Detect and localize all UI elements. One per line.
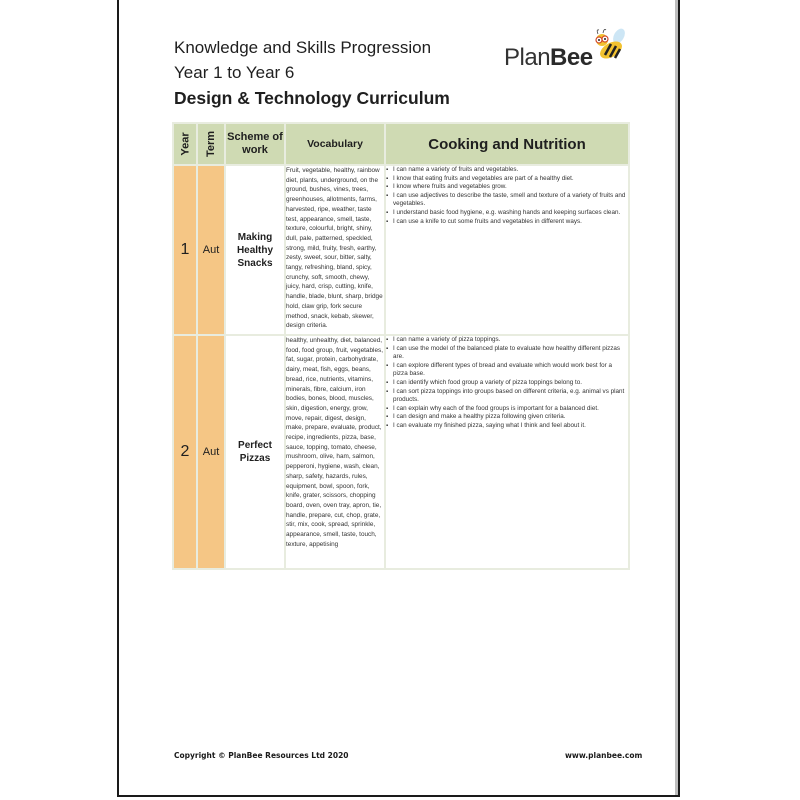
- outcome-item: ▪ I can design and make a healthy pizza following given criteria.: [386, 413, 628, 422]
- cell-vocabulary: healthy, unhealthy, diet, balanced, food, food group, fruit, vegetables, fat, sugar, protein, carbohydrate, dairy, meat, fish, eggs, beans, bread, rice, nutrients, vitamins, minerals, fibre, calcium, iron bodies, bones, blood, muscles, skin, digestion, energy, grow, move, repair, digest, design, make, prepare, evaluate, product, recipe, ingredients, pizza, base, sauce, topping, tomato, cheese, mushroom, olive, ham, salmon, pepperoni, hygiene, wash, clean, sharp, safety, hazards, rules, equipment, bowl, spoon, fork, knife, grater, scissors, chopping board, oven, oven tray, apron, tie, handle, prepare, cut, chop, grate, stir, mix, cook, spread, sprinkle, appearance, smell, taste, touch, texture, appetising: [285, 335, 385, 569]
- outcome-item: ▪ I can identify which food group a variety of pizza toppings belong to.: [386, 379, 628, 388]
- doc-title-line3: Design & Technology Curriculum: [174, 88, 450, 108]
- doc-title-line1: Knowledge and Skills Progression: [174, 38, 432, 57]
- footer-website-link[interactable]: www.planbee.com: [565, 751, 643, 760]
- header-scheme: Scheme of work: [225, 123, 285, 165]
- outcome-item: ▪ I can name a variety of pizza toppings.: [386, 336, 628, 345]
- footer-copyright: Copyright © PlanBee Resources Ltd 2020: [174, 751, 349, 760]
- logo-text-bee: Bee: [550, 44, 593, 71]
- outcome-item: ▪ I know where fruits and vegetables grow.: [386, 183, 628, 192]
- header-year: [173, 123, 197, 165]
- outcome-item: ▪ I can explore different types of bread and evaluate which would work best for a pizza base.: [386, 362, 628, 379]
- outcomes-list: [386, 166, 628, 226]
- outcome-item: ▪ I can name a variety of fruits and vegetables.: [386, 166, 628, 175]
- cell-scheme: Perfect Pizzas: [225, 335, 285, 569]
- logo-wordmark: [504, 44, 593, 72]
- cell-scheme: Making Healthy Snacks: [225, 165, 285, 335]
- outcomes-list: [386, 336, 628, 431]
- outcome-item: ▪ I can evaluate my finished pizza, saying what I think and feel about it.: [386, 422, 628, 431]
- header-vocabulary: Vocabulary: [285, 123, 385, 165]
- document-page: [117, 0, 680, 797]
- table-row: [173, 165, 629, 335]
- header-term-label: Term: [205, 130, 218, 158]
- outcome-item: ▪ I can use adjectives to describe the taste, smell and texture of a variety of fruits and vegetables.: [386, 192, 628, 209]
- cell-vocabulary: Fruit, vegetable, healthy, rainbow diet, plants, underground, on the ground, bushes, vines, trees, greenhouses, allotments, farms, harvested, ripe, weather, taste test, appearance, smell, taste, texture, colourful, bright, shiny, dull, pale, patterned, speckled, strong, mild, fruity, fresh, earthy, zesty, sweet, sour, bitter, salty, tangy, refreshing, bland, spicy, crunchy, soft, smooth, chewy, juicy, hard, crisp, cutting, knife, handle, blade, blunt, sharp, bridge hold, claw grip, fork secure method, snack, kebab, skewer, design criteria.: [285, 165, 385, 335]
- curriculum-table: [172, 122, 630, 570]
- outcome-item: ▪ I can explain why each of the food groups is important for a balanced diet.: [386, 405, 628, 414]
- logo-text-plan: Plan: [504, 44, 551, 71]
- cell-outcomes: [385, 335, 629, 569]
- outcome-item: ▪ I can sort pizza toppings into groups based on different criteria, e.g. animal vs plant products.: [386, 388, 628, 405]
- outcome-item: ▪ I can use a knife to cut some fruits and vegetables in different ways.: [386, 218, 628, 227]
- outcome-item: ▪ I know that eating fruits and vegetables are part of a healthy diet.: [386, 175, 628, 184]
- planbee-logo: [504, 36, 624, 76]
- cell-year: 2: [173, 335, 197, 569]
- outcome-item: ▪ I can use the model of the balanced plate to evaluate how healthy different pizzas are.: [386, 345, 628, 362]
- cell-term: Aut: [197, 335, 225, 569]
- cell-term: Aut: [197, 165, 225, 335]
- bee-mascot-icon: [589, 28, 629, 64]
- table-row: [173, 335, 629, 569]
- header-topic: Cooking and Nutrition: [385, 123, 629, 165]
- doc-title-line2: Year 1 to Year 6: [174, 63, 295, 82]
- outcome-item: ▪ I understand basic food hygiene, e.g. washing hands and keeping surfaces clean.: [386, 209, 628, 218]
- header-year-label: Year: [179, 132, 192, 156]
- cell-year: 1: [173, 165, 197, 335]
- cell-outcomes: [385, 165, 629, 335]
- table-header-row: [173, 123, 629, 165]
- header-term: [197, 123, 225, 165]
